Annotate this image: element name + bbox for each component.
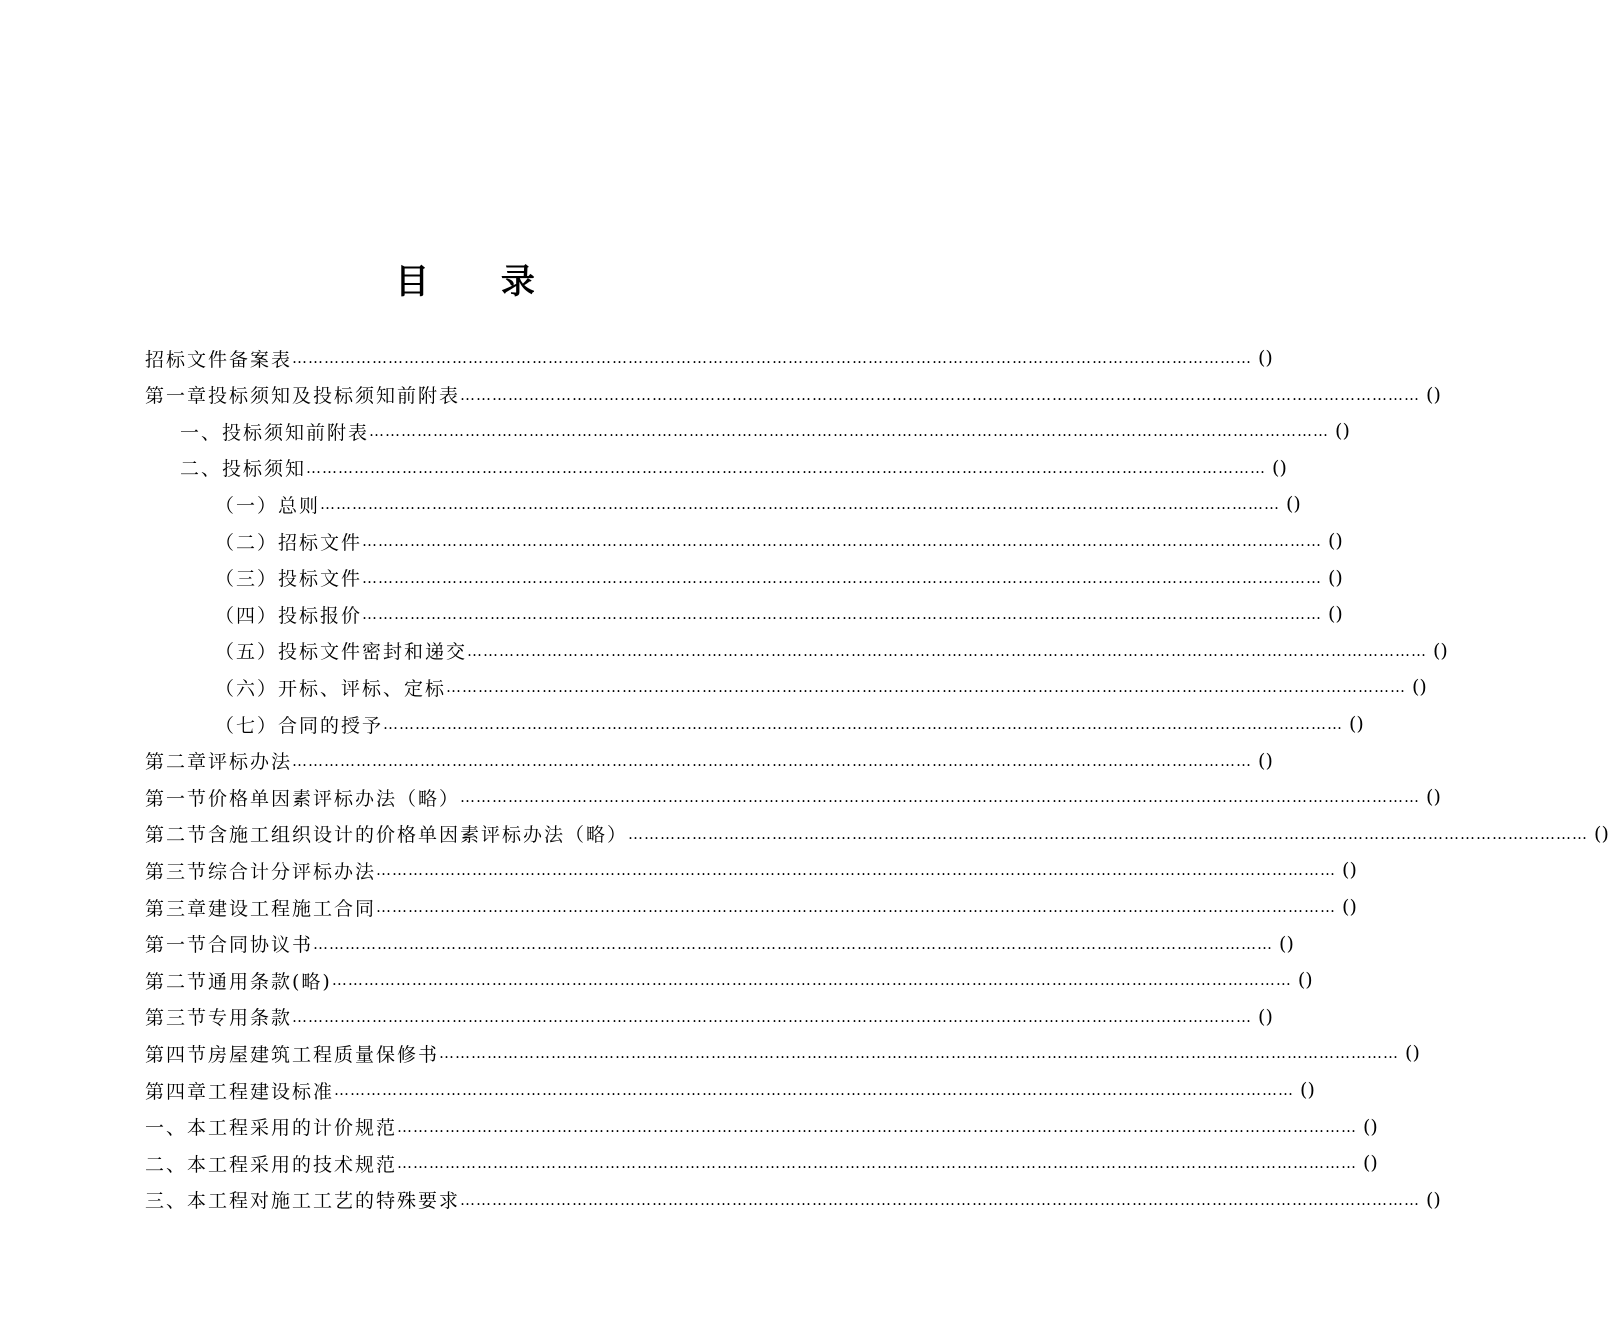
toc-page-number: () — [1286, 493, 1301, 516]
toc-page-number: () — [1335, 420, 1350, 443]
toc-entry-label: 合同协议书 — [208, 934, 314, 957]
toc-dot-leader: ……………………………………………………………………………………………………………………………………………………………… — [467, 641, 1428, 660]
toc-page-number: () — [1433, 639, 1448, 662]
toc-entry[interactable] — [145, 999, 1273, 1035]
toc-dot-leader: ……………………………………………………………………………………………………………………………………………………………… — [376, 861, 1337, 880]
toc-entry-label: （三）投标文件 — [215, 568, 363, 591]
toc-dot-leader: ……………………………………………………………………………………………………………………………………………………………… — [292, 751, 1253, 770]
toc-entry-label: 一、本工程采用的计价规范 — [145, 1117, 398, 1140]
toc-entry[interactable] — [215, 523, 1343, 559]
toc-dot-leader: ……………………………………………………………………………………………………………………………………………………………… — [628, 824, 1589, 843]
toc-entry-label: 价格单因素评标办法（略） — [208, 787, 461, 810]
toc-entry-label: （六）开标、评标、定标 — [215, 677, 447, 700]
toc-entry-label: 房屋建筑工程质量保修书 — [208, 1043, 440, 1066]
toc-page-number: () — [1363, 1115, 1378, 1138]
toc-page-number: () — [1412, 676, 1427, 699]
toc-dot-leader: ……………………………………………………………………………………………………………………………………………………………… — [306, 458, 1267, 477]
toc-page-number: () — [1405, 1042, 1420, 1065]
toc-entry[interactable] — [145, 1182, 1441, 1218]
toc-entry-label: 招标文件备案表 — [145, 348, 293, 371]
toc-page-number: () — [1594, 822, 1609, 845]
toc-entry-label: 综合计分评标办法 — [208, 860, 377, 883]
toc-dot-leader: ……………………………………………………………………………………………………………………………………………………………… — [362, 568, 1323, 587]
toc-entry[interactable] — [145, 962, 1313, 998]
toc-page-number: () — [1363, 1152, 1378, 1175]
toc-entry-prefix: 第四节 — [145, 1043, 209, 1066]
toc-dot-leader: ……………………………………………………………………………………………………………………………………………………………… — [292, 349, 1253, 367]
toc-page-number: () — [1342, 896, 1357, 918]
toc-entry-prefix: 第三节 — [145, 860, 209, 883]
toc-dot-leader: ……………………………………………………………………………………………………………………………………………………………… — [334, 1081, 1295, 1099]
toc-entry-label: 通用条款(略) — [208, 970, 332, 993]
toc-entry-label: （四）投标报价 — [215, 604, 363, 627]
toc-entry[interactable] — [215, 486, 1301, 522]
toc-entry-label: 建设工程施工合同 — [208, 897, 377, 920]
toc-page-number: () — [1300, 1079, 1315, 1101]
toc-dot-leader: ……………………………………………………………………………………………………………………………………………………………… — [320, 495, 1281, 514]
toc-page-number: () — [1328, 603, 1343, 626]
toc-dot-leader: ……………………………………………………………………………………………………………………………………………………………… — [292, 1007, 1253, 1026]
toc-entry[interactable] — [145, 743, 1273, 779]
toc-page-number: () — [1272, 456, 1287, 479]
toc-entry-label: （五）投标文件密封和递交 — [215, 641, 468, 664]
toc-entry-label: 投标须知前附表 — [222, 421, 370, 444]
toc-page-number: () — [1328, 566, 1343, 589]
toc-entry[interactable] — [145, 1145, 1378, 1181]
toc-page-number: () — [1426, 383, 1441, 406]
toc-page-number: () — [1258, 347, 1273, 369]
toc-dot-leader: ……………………………………………………………………………………………………………………………………………………………… — [460, 788, 1421, 807]
toc-page-number: () — [1279, 932, 1294, 955]
toc-entry-prefix: 第二章 — [145, 751, 209, 774]
toc-page-number: () — [1258, 749, 1273, 772]
toc-entry[interactable] — [215, 669, 1427, 705]
toc-entry-label: （二）招标文件 — [215, 531, 363, 554]
toc-entry-prefix: 二、 — [180, 458, 223, 481]
toc-entry-label: 评标办法 — [208, 751, 293, 774]
toc-dot-leader: ……………………………………………………………………………………………………………………………………………………………… — [383, 715, 1344, 733]
toc-entry[interactable] — [215, 633, 1448, 669]
toc-entry[interactable] — [145, 926, 1294, 962]
toc-entry-prefix: 第一节 — [145, 787, 209, 810]
toc-dot-leader: ……………………………………………………………………………………………………………………………………………………………… — [397, 1117, 1358, 1136]
toc-entry-prefix: 第四章 — [145, 1080, 209, 1103]
toc-entry[interactable] — [145, 1035, 1420, 1071]
toc-entry-label: 二、本工程采用的技术规范 — [145, 1153, 398, 1176]
toc-page-number: () — [1297, 969, 1313, 992]
toc-entry[interactable] — [215, 596, 1343, 632]
toc-dot-leader: ……………………………………………………………………………………………………………………………………………………………… — [331, 971, 1292, 990]
toc-entry-label: 工程建设标准 — [208, 1080, 335, 1103]
toc-entry[interactable] — [180, 450, 1287, 486]
toc-page-number: () — [1426, 786, 1441, 809]
toc-entry[interactable] — [145, 1109, 1378, 1145]
toc-dot-leader: ……………………………………………………………………………………………………………………………………………………………… — [369, 422, 1330, 441]
toc-entry[interactable] — [215, 706, 1364, 742]
toc-page-number: () — [1258, 1005, 1273, 1028]
toc-dot-leader: ……………………………………………………………………………………………………………………………………………………………… — [313, 934, 1274, 953]
toc-dot-leader: ……………………………………………………………………………………………………………………………………………………………… — [460, 385, 1421, 404]
toc-entry-label: 专用条款 — [208, 1007, 293, 1030]
toc-entry[interactable] — [145, 816, 1609, 852]
toc-entry[interactable] — [145, 377, 1441, 413]
toc-dot-leader: ……………………………………………………………………………………………………………………………………………………………… — [397, 1154, 1358, 1173]
toc-dot-leader: ……………………………………………………………………………………………………………………………………………………………… — [362, 605, 1323, 624]
toc-entry-prefix: 第一章 — [145, 385, 209, 408]
toc-dot-leader: ……………………………………………………………………………………………………………………………………………………………… — [376, 898, 1337, 916]
toc-entry-label: 投标须知 — [222, 458, 307, 481]
toc-dot-leader: ……………………………………………………………………………………………………………………………………………………………… — [362, 532, 1323, 550]
toc-entry-prefix: 第二节 — [145, 970, 209, 993]
toc-dot-leader: ……………………………………………………………………………………………………………………………………………………………… — [439, 1044, 1400, 1063]
toc-entry-label: （一）总则 — [215, 494, 321, 517]
toc-entry[interactable] — [215, 560, 1343, 596]
toc-dot-leader: ……………………………………………………………………………………………………………………………………………………………… — [446, 678, 1407, 697]
toc-title: 目 录 — [395, 262, 565, 302]
toc-entry[interactable] — [180, 413, 1350, 449]
toc-entry[interactable] — [145, 852, 1357, 888]
toc-entry[interactable] — [145, 340, 1273, 376]
toc-entry[interactable] — [145, 779, 1441, 815]
toc-entry-prefix: 第二节 — [145, 824, 209, 847]
toc-entry[interactable] — [145, 889, 1357, 925]
toc-page-number: () — [1328, 530, 1343, 552]
toc-entry-label: 投标须知及投标须知前附表 — [208, 385, 461, 408]
toc-entry-prefix: 第三章 — [145, 897, 209, 920]
toc-entry-prefix: 第一节 — [145, 934, 209, 957]
toc-entry[interactable] — [145, 1072, 1315, 1108]
toc-dot-leader: ……………………………………………………………………………………………………………………………………………………………… — [460, 1190, 1421, 1209]
toc-entry-label: 三、本工程对施工工艺的特殊要求 — [145, 1190, 461, 1213]
toc-page-number: () — [1426, 1188, 1441, 1211]
toc-page-number: () — [1349, 713, 1364, 735]
toc-entry-label: （七）合同的授予 — [215, 714, 384, 737]
toc-entry-prefix: 第三节 — [145, 1007, 209, 1030]
toc-page-number: () — [1342, 859, 1357, 882]
toc-entry-label: 含施工组织设计的价格单因素评标办法（略） — [208, 824, 629, 847]
toc-entry-prefix: 一、 — [180, 421, 223, 444]
